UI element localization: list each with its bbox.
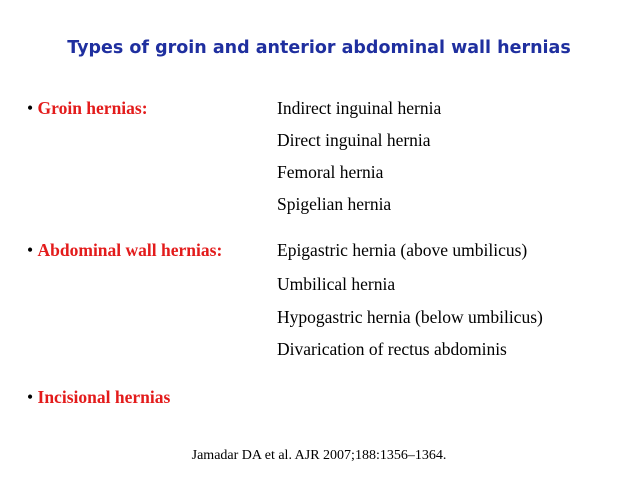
list-item: Direct inguinal hernia xyxy=(277,130,431,150)
bullet-abdominal-wall-hernias xyxy=(27,240,222,261)
bullet-groin-hernias xyxy=(27,98,148,119)
list-item: Indirect inguinal hernia xyxy=(277,98,442,118)
bullet-symbol: • xyxy=(27,240,34,260)
list-item: Femoral hernia xyxy=(277,162,384,182)
list-item: Spigelian hernia xyxy=(277,194,392,214)
bullet-symbol: • xyxy=(27,387,34,407)
list-item: Umbilical hernia xyxy=(277,274,396,294)
section-label-abdominal-wall-hernias: Abdominal wall hernias: xyxy=(37,240,223,260)
slide-title: Types of groin and anterior abdominal wall hernias xyxy=(67,38,571,58)
bullet-incisional-hernias xyxy=(27,387,170,408)
citation: Jamadar DA et al. AJR 2007;188:1356–1364. xyxy=(191,448,447,463)
section-label-incisional-hernias: Incisional hernias xyxy=(37,387,171,407)
bullet-symbol: • xyxy=(27,98,34,118)
section-label-groin-hernias: Groin hernias: xyxy=(37,98,148,118)
list-item: Divarication of rectus abdominis xyxy=(277,339,507,359)
list-item: Epigastric hernia (above umbilicus) xyxy=(277,240,528,260)
list-item: Hypogastric hernia (below umbilicus) xyxy=(277,307,543,327)
